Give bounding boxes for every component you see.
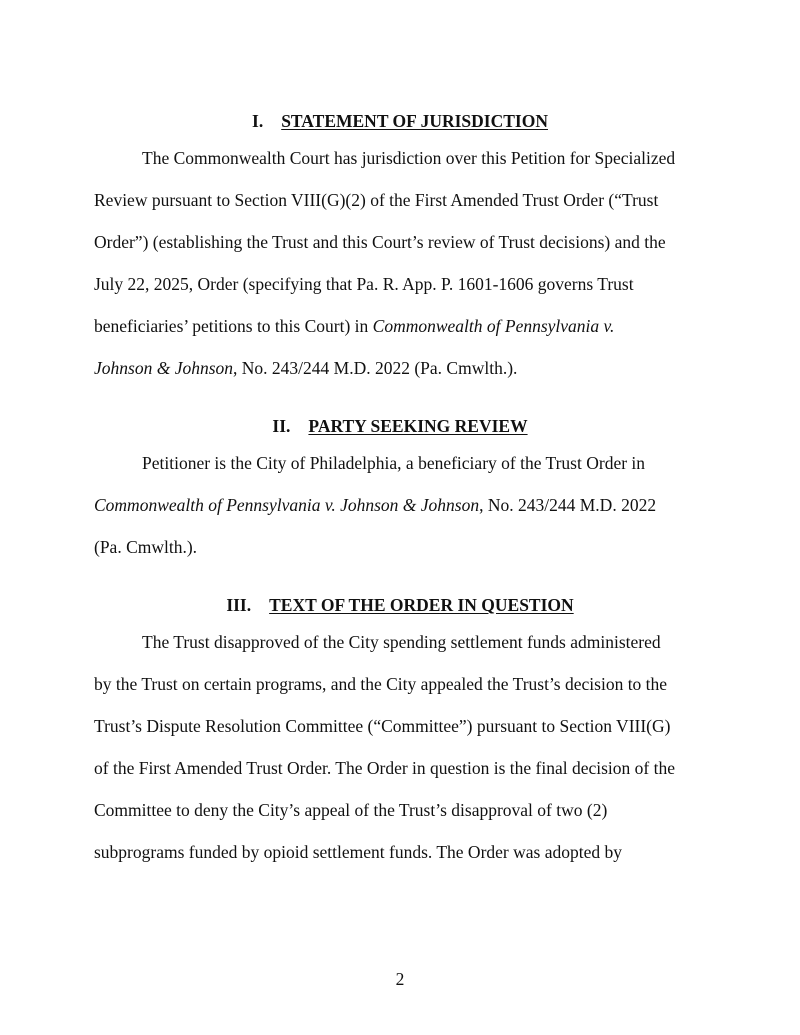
section-1-heading (0, 111, 800, 131)
section-3-heading (0, 595, 800, 615)
section-1-title: STATEMENT OF JURISDICTION (281, 111, 548, 131)
section-2-line-2 (94, 495, 656, 515)
page-number: 2 (395, 969, 405, 989)
section-2-heading (0, 416, 800, 436)
section-3-number: III. (226, 595, 252, 615)
section-1-line-5 (94, 316, 614, 336)
section-3-line-1: The Trust disapproved of the City spending settlement funds administered (142, 632, 661, 652)
section-1-line-6 (94, 358, 517, 378)
section-2-line-2-text: , No. 243/244 M.D. 2022 (479, 495, 657, 515)
section-3-line-5: Committee to deny the City’s appeal of the Trust’s disapproval of two (2) (94, 800, 608, 820)
case-name-italic: Johnson & Johnson (94, 358, 234, 378)
section-3-line-4: of the First Amended Trust Order. The Order in question is the final decision of the (94, 758, 675, 778)
section-2-title: PARTY SEEKING REVIEW (308, 416, 528, 436)
section-1-line-4: July 22, 2025, Order (specifying that Pa. R. App. P. 1601-1606 governs Trust (94, 274, 634, 294)
section-1-line-6-text: , No. 243/244 M.D. 2022 (Pa. Cmwlth.). (233, 358, 518, 378)
section-1-number: I. (252, 111, 264, 131)
case-name-italic: Commonwealth of Pennsylvania v. Johnson & Johnson (94, 495, 480, 515)
section-2-line-1: Petitioner is the City of Philadelphia, a beneficiary of the Trust Order in (142, 453, 646, 473)
section-3-line-3: Trust’s Dispute Resolution Committee (“Committee”) pursuant to Section VIII(G) (94, 716, 671, 736)
section-3-line-2: by the Trust on certain programs, and the City appealed the Trust’s decision to the (94, 674, 668, 694)
section-1-line-1: The Commonwealth Court has jurisdiction over this Petition for Specialized (142, 148, 676, 168)
case-name-italic: Commonwealth of Pennsylvania v. (372, 316, 615, 336)
section-3-title: TEXT OF THE ORDER IN QUESTION (269, 595, 574, 615)
section-2-line-3: (Pa. Cmwlth.). (94, 537, 198, 557)
section-1-line-5-text: beneficiaries’ petitions to this Court) in (94, 316, 373, 336)
section-3-line-6: subprograms funded by opioid settlement funds. The Order was adopted by (94, 842, 622, 862)
section-2-number: II. (272, 416, 291, 436)
section-1-line-3: Order”) (establishing the Trust and this Court’s review of Trust decisions) and the (94, 232, 666, 252)
section-1-line-2: Review pursuant to Section VIII(G)(2) of the First Amended Trust Order (“Trust (94, 190, 659, 210)
